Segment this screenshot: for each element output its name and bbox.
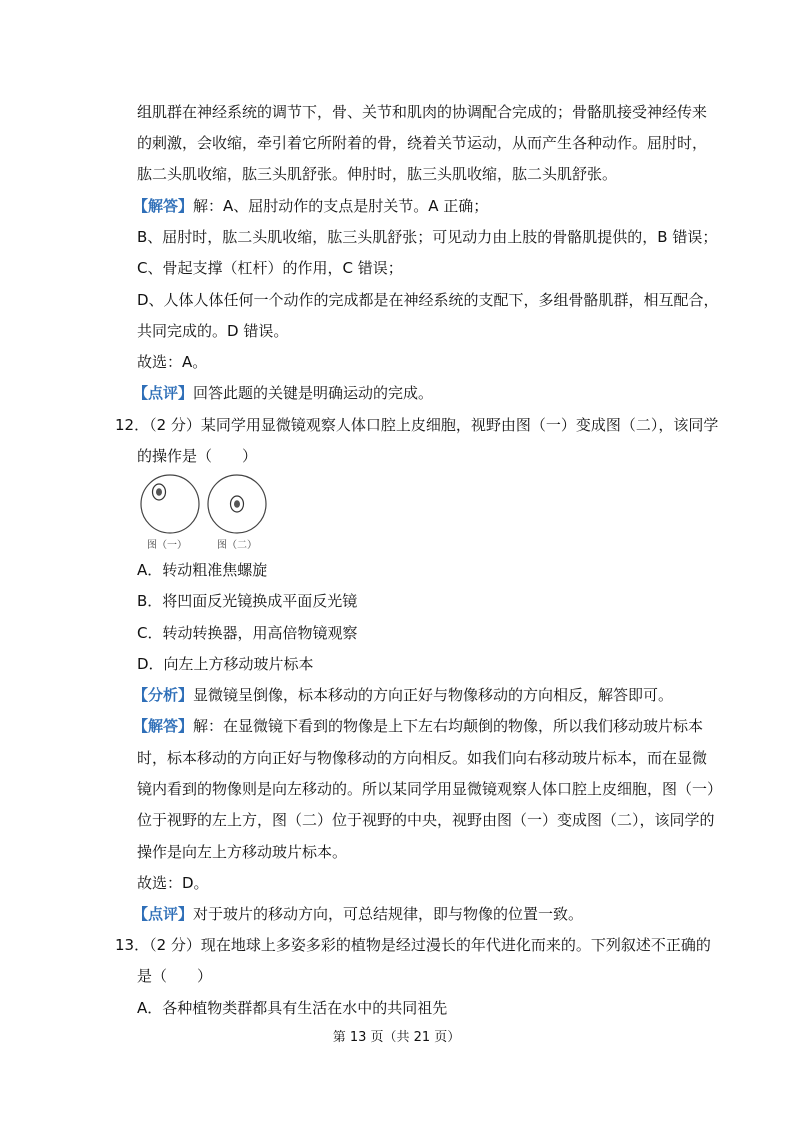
option-a: A．各种植物类群都具有生活在水中的共同祖先 [137,999,448,1017]
option-a: A．转动粗准焦螺旋 [137,561,268,579]
microscope-figure [140,474,270,552]
page-footer: 第 13 页（共 21 页） [332,1030,461,1045]
q13-stem-cont: 是（ ） [137,967,213,985]
q12-answer [133,716,703,736]
text-line: 组肌群在神经系统的调节下，骨、关节和肌肉的协调配合完成的；骨骼肌接受神经传来 [137,103,708,121]
text-line: B、屈肘时，肱二头肌收缩，肱三头肌舒张；可见动力由上肢的骨骼肌提供的，B 错误； [137,228,718,246]
comment-text: 回答此题的关键是明确运动的完成。 [193,384,434,402]
q11-comment [133,383,433,403]
option-d: D．向左上方移动玻片标本 [137,655,314,673]
text-line: 操作是向左上方移动玻片标本。 [137,843,348,861]
q12-analysis [133,685,673,705]
analysis-tag: 【分析】 [133,686,194,704]
text-line: 共同完成的。D 错误。 [137,322,289,340]
text-line: 位于视野的左上方，图（二）位于视野的中央，视野由图（一）变成图（二），该同学的 [137,811,715,829]
answer-tag: 【解答】 [133,717,194,735]
comment-tag: 【点评】 [133,905,194,923]
text-line: D、人体人体任何一个动作的完成都是在神经系统的支配下，多组骨骼肌群，相互配合， [137,291,719,309]
text-line: 肱二头肌收缩，肱三头肌舒张。伸肘时，肱三头肌收缩，肱二头肌舒张。 [137,165,618,183]
text-line: 镜内看到的物像则是向左移动的。所以某同学用显微镜观察人体口腔上皮细胞，图（一） [137,780,723,798]
q12-stem: 12．（2 分）某同学用显微镜观察人体口腔上皮细胞，视野由图（一）变成图（二），该同学 [115,416,719,434]
q13-stem: 13．（2 分）现在地球上多姿多彩的植物是经过漫长的年代进化而来的。下列叙述不正确的 [115,936,711,954]
q12-choice: 故选：D。 [137,874,209,892]
nucleus-2 [234,500,240,508]
q11-choice: 故选：A。 [137,353,208,371]
analysis-text: 显微镜呈倒像，标本移动的方向正好与物像移动的方向相反，解答即可。 [193,686,674,704]
text-line: C、骨起支撑（杠杆）的作用，C 错误； [137,259,403,277]
answer-text: 解：A、屈肘动作的支点是肘关节。A 正确； [193,197,489,215]
answer-tag: 【解答】 [133,197,194,215]
field-of-view-1 [141,475,199,533]
text-line: 时，标本移动的方向正好与物像移动的方向相反。如我们向右移动玻片标本，而在显微 [137,749,708,767]
figure-label-2: 图（二） [217,540,257,551]
figure-label-1: 图（一） [147,540,187,551]
q11-answer [133,196,488,216]
q12-stem-cont: 的操作是（ ） [137,447,258,465]
text-line: 的刺激，会收缩，牵引着它所附着的骨，绕着关节运动，从而产生各种动作。屈肘时， [137,134,708,152]
answer-text: 解：在显微镜下看到的物像是上下左右均颠倒的物像，所以我们移动玻片标本 [193,717,704,735]
comment-tag: 【点评】 [133,384,194,402]
nucleus-1 [156,488,162,496]
q12-comment [133,904,583,924]
option-b: B．将凹面反光镜换成平面反光镜 [137,592,358,610]
option-c: C．转动转换器，用高倍物镜观察 [137,624,358,642]
comment-text: 对于玻片的移动方向，可总结规律，即与物像的位置一致。 [193,905,584,923]
